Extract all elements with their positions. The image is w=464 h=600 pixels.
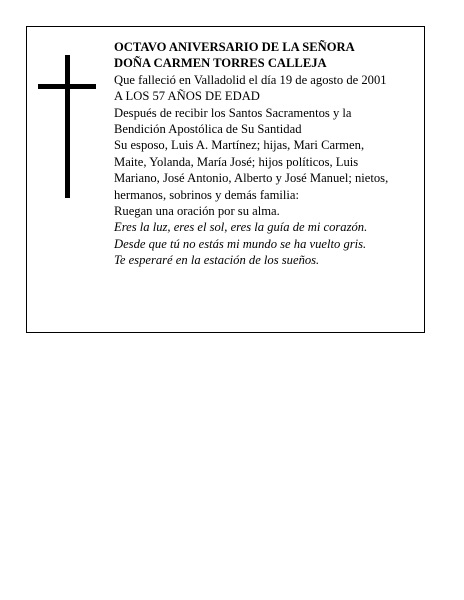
sacraments-line-2: Bendición Apostólica de Su Santidad xyxy=(114,122,302,137)
title-line-2: DOÑA CARMEN TORRES CALLEJA xyxy=(114,56,327,71)
title-line-1: OCTAVO ANIVERSARIO DE LA SEÑORA xyxy=(114,40,355,54)
family-line-4: hermanos, sobrinos y demás familia: xyxy=(114,187,300,202)
cross-vertical-bar xyxy=(65,55,70,198)
cross-horizontal-bar xyxy=(38,84,96,89)
sacraments-line-1: Después de recibir los Santos Sacramentos y la xyxy=(114,105,352,120)
age-line: A LOS 57 AÑOS DE EDAD xyxy=(114,89,260,104)
family-line-3: Mariano, José Antonio, Alberto y José Manuel; nietos, xyxy=(114,171,389,186)
obituary-notice xyxy=(26,26,425,333)
family-line-1: Su esposo, Luis A. Martínez; hijas, Mari Carmen, xyxy=(114,138,365,153)
prayer-request: Ruegan una oración por su alma. xyxy=(114,204,280,219)
family-line-2: Maite, Yolanda, María José; hijos políticos, Luis xyxy=(114,154,359,169)
passed-away-line: Que falleció en Valladolid el día 19 de agosto de 2001 xyxy=(114,72,387,87)
verse-line-2: Desde que tú no estás mi mundo se ha vuelto gris. xyxy=(114,236,367,251)
verse-line-3: Te esperaré en la estación de los sueños. xyxy=(114,253,320,268)
cross-icon xyxy=(38,55,96,198)
verse-line-1: Eres la luz, eres el sol, eres la guía de mi corazón. xyxy=(114,220,368,235)
notice-text xyxy=(114,39,419,269)
